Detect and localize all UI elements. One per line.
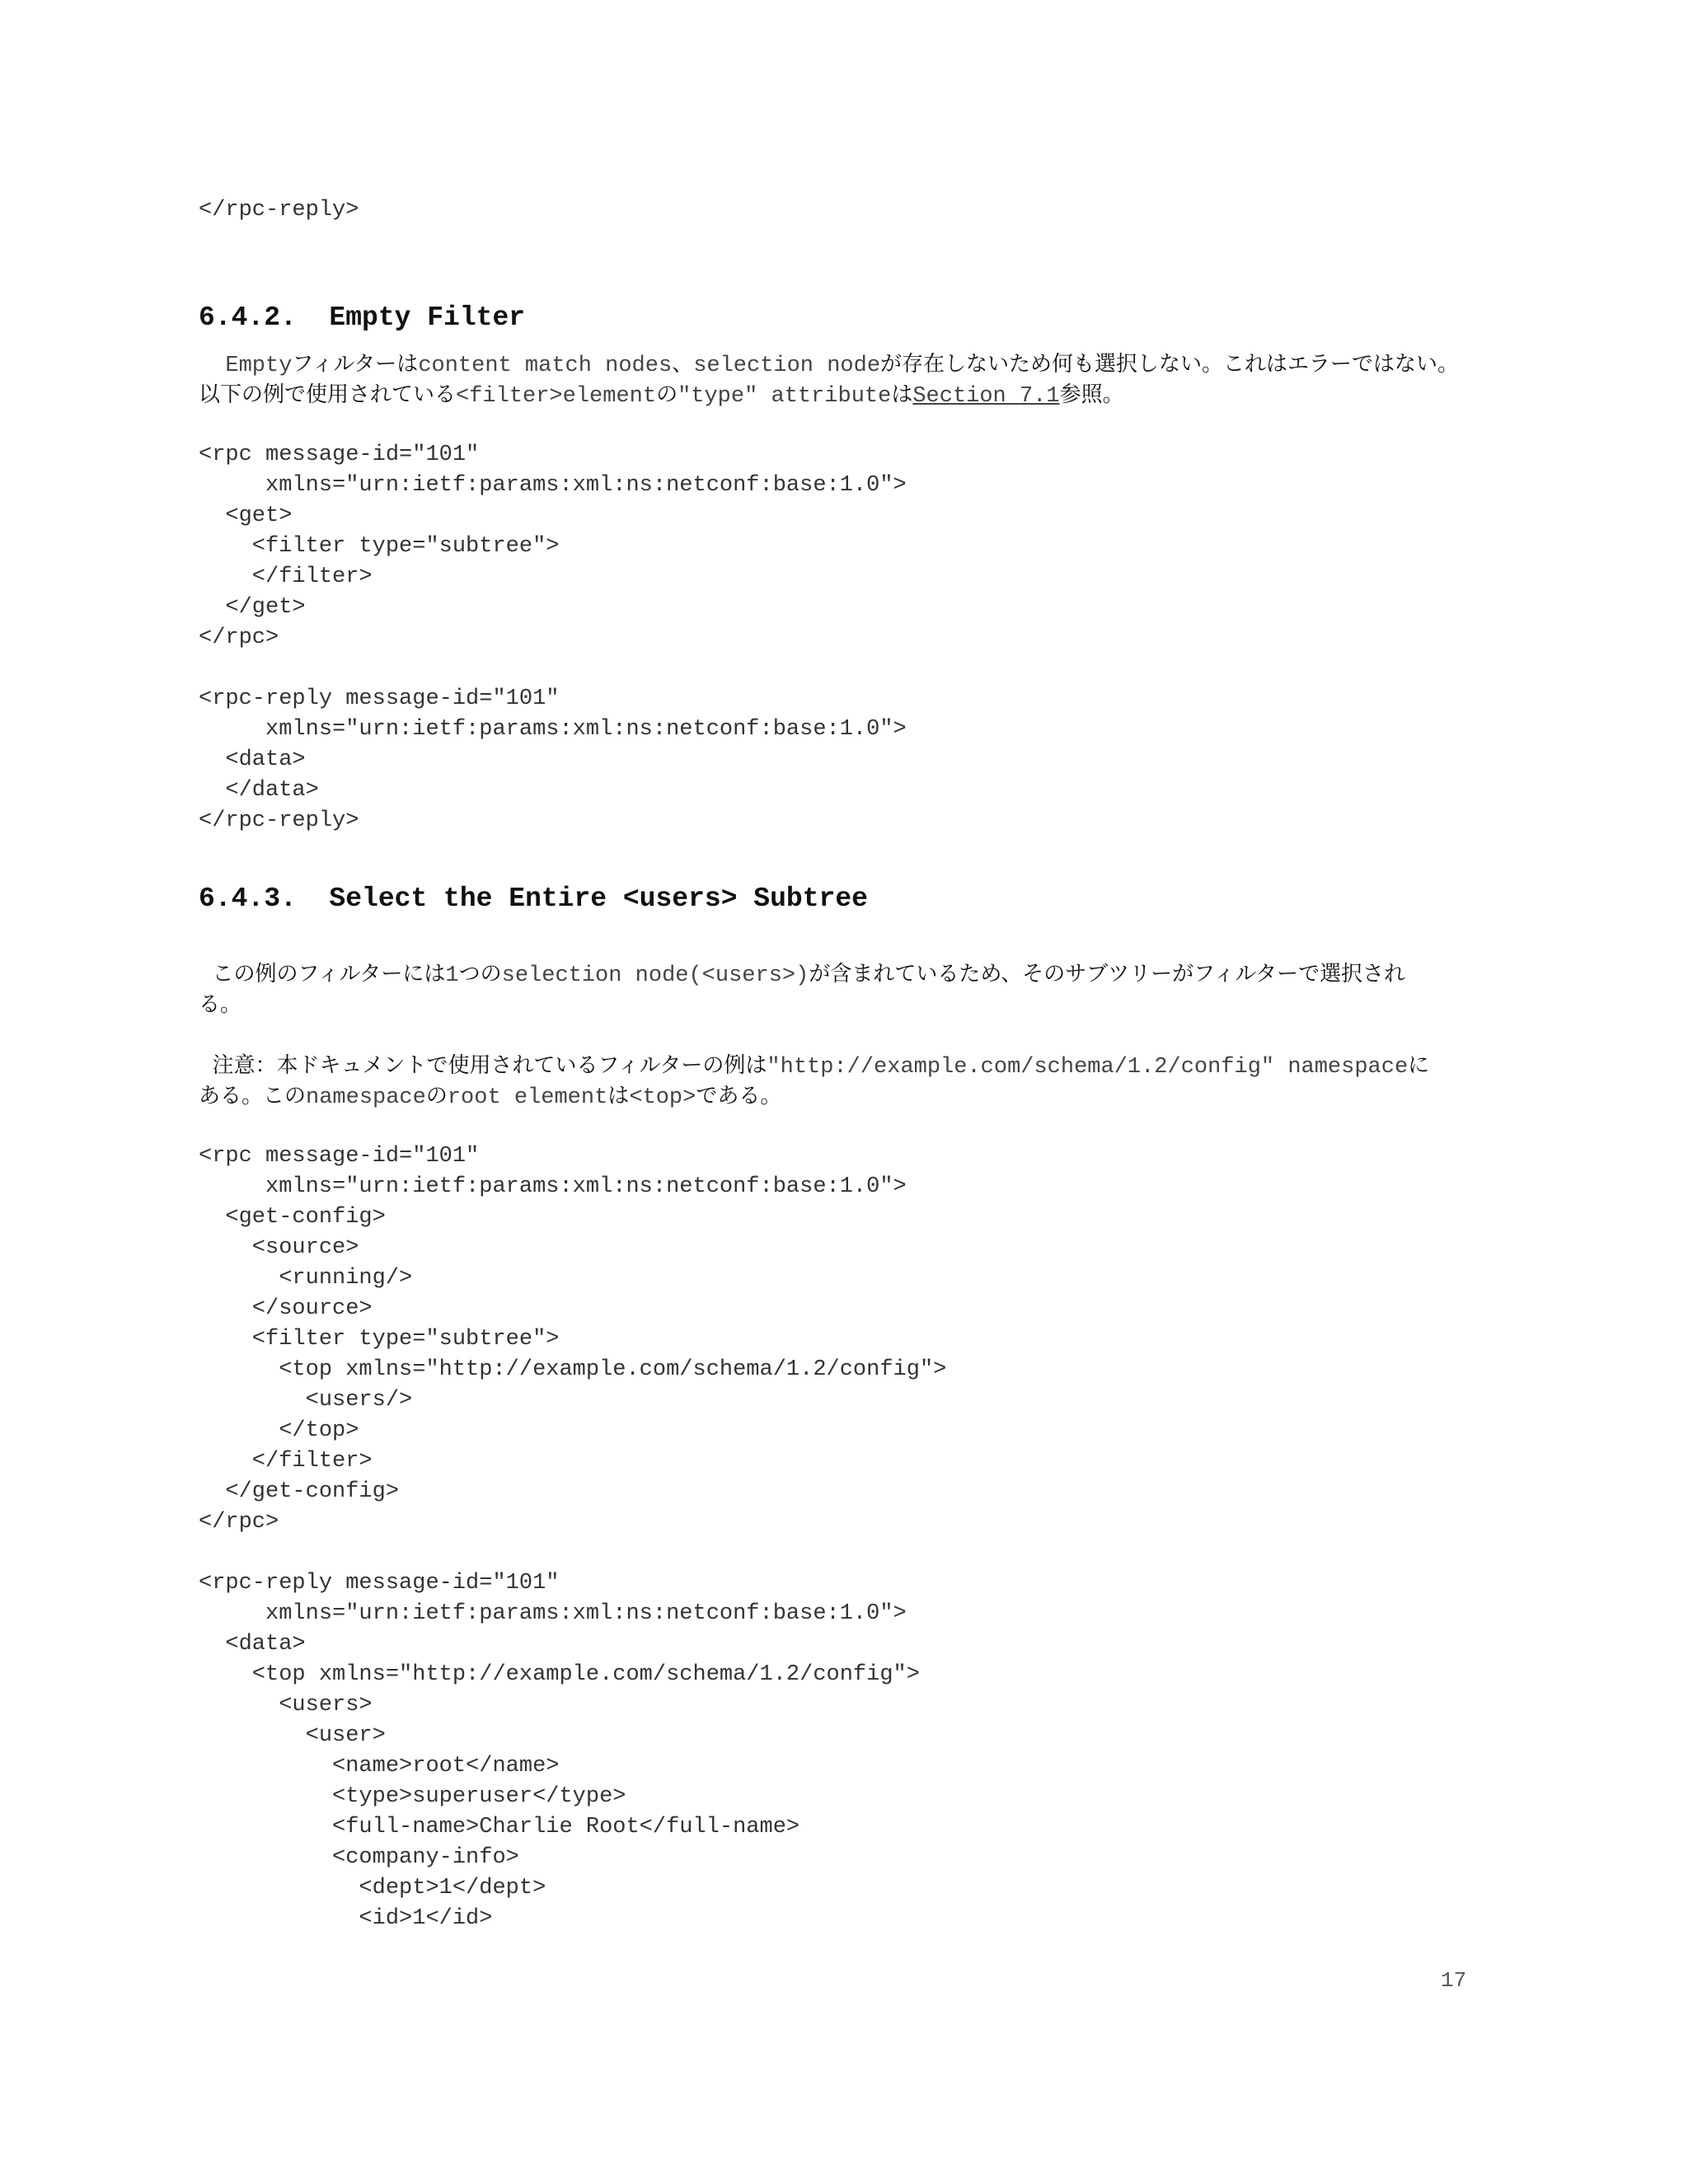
text-run: "type" attribute [678, 384, 892, 409]
section-7-1-link[interactable]: Section 7.1 [912, 384, 1060, 409]
code-line: </filter> [199, 565, 373, 589]
code-line: </rpc-reply> [199, 198, 359, 223]
code-line: <data> [199, 748, 306, 772]
paragraph [199, 989, 241, 1020]
code-line: <rpc message-id="101" [199, 1144, 480, 1169]
text-run: 参照。 [1059, 382, 1124, 407]
code-line: <type>superuser</type> [199, 1784, 626, 1809]
text-run: <top> [629, 1085, 696, 1110]
code-line: </rpc> [199, 626, 279, 650]
paragraph [199, 349, 1459, 382]
code-line: <data> [199, 1632, 306, 1657]
code-line: </source> [199, 1296, 373, 1321]
text-run: "http://example.com/schema/1.2/config" namespace [767, 1055, 1409, 1080]
text-run: は [607, 1084, 630, 1108]
code-line: <rpc-reply message-id="101" [199, 1571, 560, 1596]
code-line: xmlns="urn:ietf:params:xml:ns:netconf:base:1.0"> [199, 1601, 907, 1626]
code-line: <filter type="subtree"> [199, 534, 560, 559]
code-line: xmlns="urn:ietf:params:xml:ns:netconf:base:1.0"> [199, 717, 907, 742]
text-run: の [656, 382, 678, 407]
text-run: に [1408, 1053, 1430, 1078]
code-line: xmlns="urn:ietf:params:xml:ns:netconf:base:1.0"> [199, 1174, 907, 1199]
text-run: content match nodes [418, 354, 673, 378]
code-line: <company-info> [199, 1845, 519, 1870]
section-heading-6-4-2: 6.4.2. Empty Filter [199, 302, 526, 333]
section-heading-6-4-3: 6.4.3. Select the Entire <users> Subtree [199, 883, 868, 914]
code-line: <get-config> [199, 1205, 386, 1230]
text-run: ある。この [199, 1084, 307, 1108]
text-run: namespace [306, 1085, 426, 1110]
text-run: である。 [696, 1084, 782, 1108]
text-run: 以下の例で使用されている [199, 382, 457, 407]
code-line: </get-config> [199, 1479, 400, 1504]
code-line: <rpc-reply message-id="101" [199, 687, 560, 711]
text-run: 注意：本ドキュメントで使用されているフィルターの例は [199, 1053, 767, 1078]
code-line: <user> [199, 1723, 386, 1748]
text-run: selection node(<users>) [501, 963, 809, 988]
code-line: <name>root</name> [199, 1754, 560, 1779]
text-run: 1 [445, 963, 459, 988]
code-line: <id>1</id> [199, 1906, 493, 1931]
paragraph [199, 958, 1405, 991]
text-run: selection node [693, 354, 881, 378]
code-line: <users/> [199, 1388, 413, 1413]
text-run: 、 [672, 352, 694, 377]
code-line: <source> [199, 1235, 359, 1260]
code-line: <filter type="subtree"> [199, 1327, 560, 1352]
code-line: <running/> [199, 1266, 413, 1291]
code-line: </rpc> [199, 1510, 279, 1535]
code-line: <full-name>Charlie Root</full-name> [199, 1815, 800, 1840]
code-line: <get> [199, 504, 293, 528]
paragraph [199, 1080, 781, 1113]
text-run: る。 [199, 992, 242, 1017]
code-line: <rpc message-id="101" [199, 443, 480, 467]
code-line: <top xmlns="http://example.com/schema/1.2/config"> [199, 1357, 947, 1382]
code-line: </rpc-reply> [199, 808, 359, 833]
text-run: が含まれているため、そのサブツリーがフィルターで選択され [809, 962, 1406, 987]
text-run: Empty [199, 354, 293, 378]
text-run: フィルターは [292, 352, 419, 377]
code-line: </get> [199, 595, 306, 620]
text-run: <filter>element [456, 384, 657, 409]
text-run: が存在しないため何も選択しない。これはエラーではない。 [880, 352, 1460, 377]
code-line: <top xmlns="http://example.com/schema/1.2/config"> [199, 1662, 920, 1687]
code-line: <dept>1</dept> [199, 1876, 546, 1900]
paragraph [199, 379, 1124, 412]
paragraph [199, 1050, 1429, 1083]
code-line: </top> [199, 1418, 359, 1443]
code-line: <users> [199, 1693, 373, 1718]
page-number: 17 [1441, 1968, 1467, 1993]
text-run: root element [447, 1085, 608, 1110]
text-run: は [891, 382, 913, 407]
code-line: </data> [199, 778, 319, 803]
code-line: xmlns="urn:ietf:params:xml:ns:netconf:base:1.0"> [199, 473, 907, 498]
code-line: </filter> [199, 1449, 373, 1474]
text-run: この例のフィルターには [199, 962, 446, 987]
text-run: つの [458, 962, 502, 987]
text-run: の [425, 1084, 448, 1108]
